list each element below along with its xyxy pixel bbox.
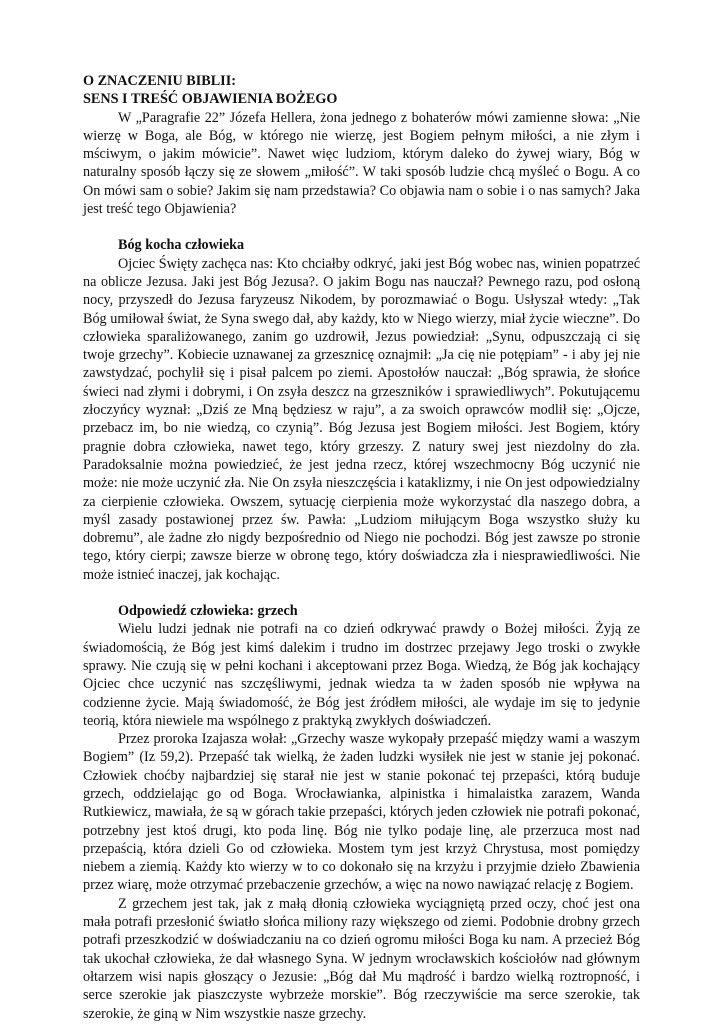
intro-paragraph: W „Paragrafie 22” Józefa Hellera, żona jednego z bohaterów mówi zamienne słowa: „Nie wierzę w Boga, ale Bóg, w którego nie wierzę, jest Bogiem pełnym miłości, a nie złym i mściwym, o jakim mówicie”. Nawet więc ludziom, którym daleko do żywej wiary, Bóg w naturalny sposób łączy się ze słowem „miłość”. W taki sposób ludzie chcą myśleć o Bogu. A co On mówi sam o sobie? Jakim się nam przedstawia? Co objawia nam o sobie i o nas samych? Jaka jest treść tego Objawienia? [83, 109, 640, 218]
section-heading-god-loves-man: Bóg kocha człowieka [118, 237, 245, 254]
section2-paragraph-3: Z grzechem jest tak, jak z małą dłonią człowieka wyciągniętą przed oczy, choć jest ona mała potrafi przesłonić światło słońca miliony razy większego od ziemi. Podobnie drobny grzech potrafi przeszkodzić w doświadczaniu na co dzień ogromu miłości Boga ku nam. A przecież Bóg tak ukochał człowieka, że dał własnego Syna. W jednym wrocławskich kościołów nad głównym ołtarzem wisi napis głoszący o Jezusie: „Bóg dał Mu mądrość i bardzo wielką roztropność, i serce szerokie jak piaszczyste wybrzeże morskie”. Bóg rzeczywiście ma serce szerokie, tak szerokie, że giną w Nim wszystkie nasze grzechy. [83, 895, 640, 1022]
section-heading-human-response-sin: Odpowiedź człowieka: grzech [118, 603, 298, 620]
section-spacer [83, 584, 640, 602]
section2-paragraph-2: Przez proroka Izajasza wołał: „Grzechy wasze wykopały przepaść między wami a waszym Bogiem” (Iz 59,2). Przepaść tak wielką, że żaden ludzki wysiłek nie jest w stanie jej pokonać. Człowiek choćby najbardziej się starał nie jest w stanie pokonać tej przepaści, którą buduje grzech, oddzielając go od Boga. Wrocławianka, alpinistka i himalaistka zarazem, Wanda Rutkiewicz, mawiała, że są w górach takie przepaści, których jeden człowiek nie potrafi pokonać, potrzebny jest ktoś drugi, kto poda linę. Bóg nie tylko podaje linę, ale przerzuca most nad przepaścią, która dzieli Go od człowieka. Mostem tym jest krzyż Chrystusa, most pomiędzy niebem a ziemią. Każdy kto wierzy w to co dokonało się na krzyżu i przyjmie dzieło Zbawienia przez wiarę, może otrzymać przebaczenie grzechów, a więc na nowo nawiązać relację z Bogiem. [83, 731, 640, 894]
section1-paragraph: Ojciec Święty zachęca nas: Kto chciałby odkryć, jaki jest Bóg wobec nas, winien popatrzeć na oblicze Jezusa. Jaki jest Bóg Jezusa?. O jakim Bogu nas nauczał? Pewnego razu, pod osłoną nocy, przyszedł do Jezusa faryzeusz Nikodem, by porozmawiać o Bogu. Usłyszał wtedy: „Tak Bóg umiłował świat, że Syna swego dał, aby każdy, kto w Niego wierzy, miał życie wieczne”. Do człowieka sparaliżowanego, zanim go uzdrowił, Jezus powiedział: „Synu, odpuszczają ci się twoje grzechy”. Kobiecie uznawanej za grzesznicę oznajmił: „Ja cię nie potępiam” - i aby jej nie zawstydzać, pochylił się i pisał palcem po ziemi. Apostołów nauczał: „Bóg sprawia, że słońce świeci nad złymi i dobrymi, i On zsyła deszcz na grzeszników i sprawiedliwych”. Pokutującemu złoczyńcy wyznał: „Dziś ze Mną będziesz w raju”, a za swoich oprawców modlił się: „Ojcze, przebacz im, bo nie wiedzą, co czynią”. Bóg Jezusa jest Bogiem miłości. Jest Bogiem, który pragnie dobra człowieka, nawet tego, który grzeszy. Z natury swej jest niezdolny do zła. Paradoksalnie można powiedzieć, że jest jedna rzecz, której wszechmocny Bóg uczynić nie może: nie może uczynić zła. Nie On zsyła nieszczęścia i kataklizmy, i nie On jest odpowiedzialny za cierpienie człowieka. Owszem, sytuację cierpienia może wykorzystać dla naszego dobra, a myśl zasady postawionej przez św. Pawła: „Ludziom miłującym Boga wszystko służy ku dobremu”, ale żadne zło nigdy bezpośrednio od Niego nie pochodzi. Bóg jest zawsze po stronie tego, który cierpi; zawsze bierze w obronę tego, który doświadcza zła i niesprawiedliwości. Nie może istnieć inaczej, jak kochając. [83, 255, 640, 583]
document-title-line-2: SENS I TREŚĆ OBJAWIENIA BOŻEGO [83, 91, 338, 108]
section-spacer [83, 218, 640, 236]
section2-paragraph-1: Wielu ludzi jednak nie potrafi na co dzień odkrywać prawdy o Bożej miłości. Żyją ze świadomością, że Bóg jest kimś dalekim i trudno im dostrzec przejawy Jego troski o zwykłe sprawy. Nie czują się w pełni kochani i akceptowani przez Boga. Wiedzą, że Bóg jak kochający Ojciec chce uczynić nas szczęśliwymi, jednak wiedza ta w żaden sposób nie wpływa na codzienne życie. Mają świadomość, że Bóg jest źródłem miłości, ale wydaje im się to jedynie teorią, która niewiele ma wspólnego z praktyką zwykłych doświadczeń. [83, 621, 640, 729]
document-title-line-1: O ZNACZENIU BIBLII: [83, 73, 236, 89]
document-page [83, 72, 640, 1023]
